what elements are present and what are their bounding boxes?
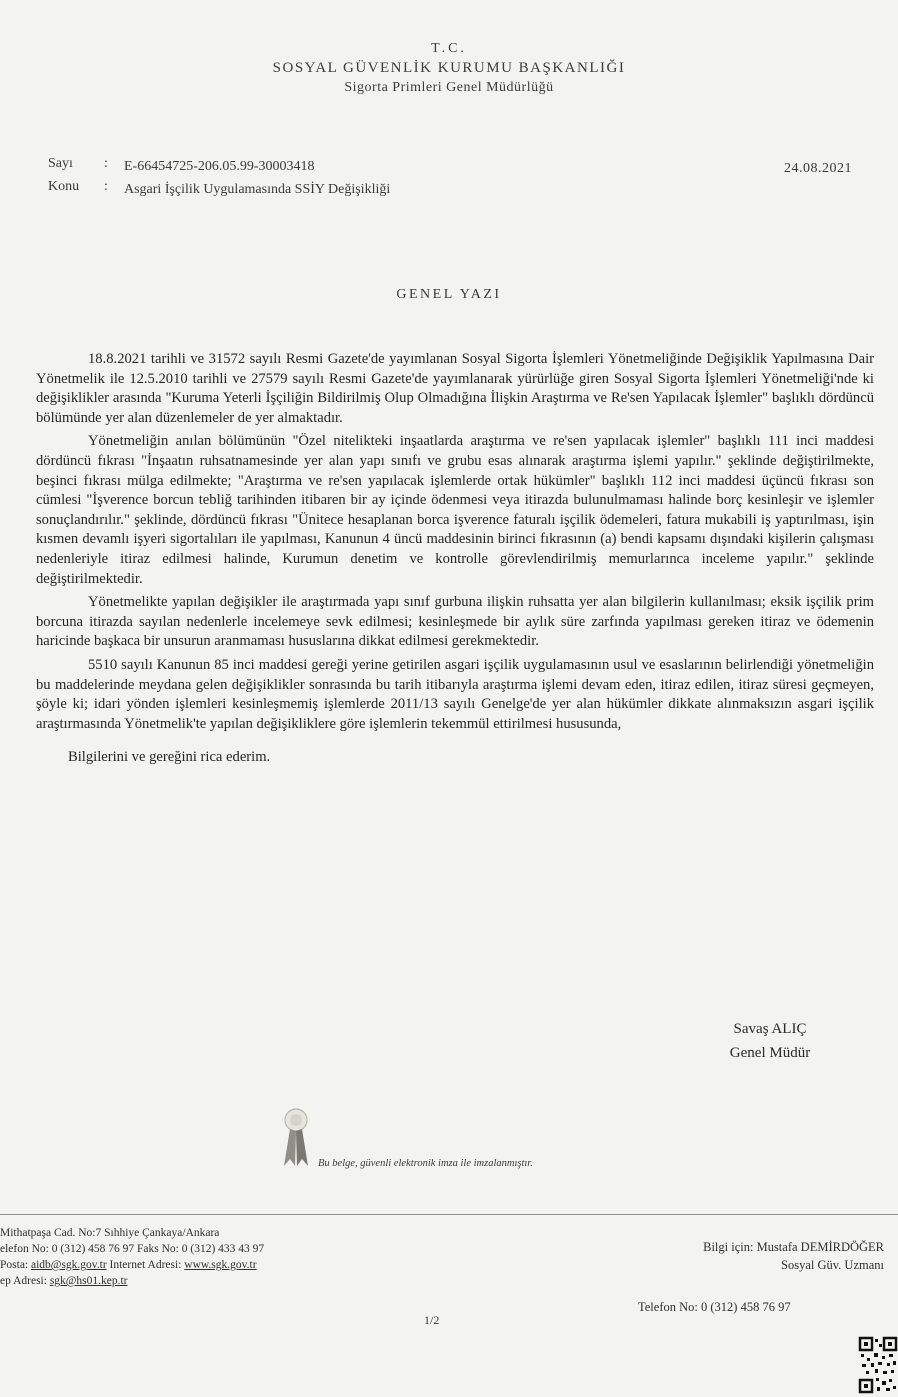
document-title: GENEL YAZI	[396, 287, 502, 302]
document-date: 24.08.2021	[784, 161, 852, 176]
paragraph-4: 5510 sayılı Kanunun 85 inci maddesi gereği yerine getirilen asgari işçilik uygulamasının usul ve esaslarının belirlendiği yönetmeliğin bu maddelerinde meydana gelen değişiklikler sonrasında bu tarih itibarıyla araştırma işlemi devam eden, itiraz edilen, itiraz süresi geçmeyen, şöyle ki; idari yönden işlemleri kesinleşmemiş işlemlerde 2011/13 sayılı Genelge'de yer alan hükümler dikkate alınmaksızın asgari işçilik araştırmasında Yönetmelik'te yapılan değişikliklere göre işlemlerin tekemmül ettirilmesi hususunda,	[36, 656, 874, 732]
info-title: Sosyal Güv. Uzmanı	[781, 1258, 884, 1272]
footer-web-row	[0, 1257, 264, 1273]
info-phone: Telefon No: 0 (312) 458 76 97	[638, 1300, 791, 1314]
signatory-title: Genel Müdür	[729, 1045, 811, 1061]
letterhead-tc: T.C.	[431, 41, 467, 56]
document-body	[36, 350, 874, 772]
website-link[interactable]: www.sgk.gov.tr	[184, 1259, 257, 1271]
paragraph-3: Yönetmelikte yapılan değişikler ile araştırmada yapı sınıf gurbuna ilişkin ruhsatta yer alan bilgilerin kullanılması; eksik işçilik prim borcuna itirazda sayılan nedenlerle incelemeye sevk edilmesi; kesinleşmede bir aylık süre zarfında yapılması gereken itiraz ve ödemenin haricinde başkaca bir unsurun aranmaması hususlarına dikkat edilmesi gerekmektedir.	[36, 594, 874, 650]
closing-line: Bilgilerini ve gereğini rica ederim.	[68, 749, 271, 766]
footer-kep-row	[0, 1273, 264, 1289]
info-person: Bilgi için: Mustafa DEMİRDÖĞER	[703, 1240, 884, 1254]
signature-block	[700, 1017, 840, 1065]
sayi-row	[0, 156, 600, 177]
paragraph-2: Yönetmeliğin anılan bölümünün "Özel nitelikteki inşaatlarda araştırma ve re'sen yapılacak işlemler" başlıklı 111 inci maddesi dördüncü fıkrası "İnşaatın ruhsatnamesinde yer alan yapı sınıfı ve grubu esas alınarak araştırma işlemi yapılır." şeklinde değiştirilmekte, beşinci fıkrası mülga edilmekte; "Araştırma ve re'sen yapılacak işlemlerde ortak hükümler" başlıklı 112 inci maddesi üçüncü fıkrası son cümlesi "İşverence borcun tebliğ tarihinden itibaren bir ay içinde ödenmesi veya itirazda bulunulmaması halinde borç kesinleşir ve işlemler sonuçlandırılır." şeklinde, dördüncü fıkrası "Ünitece hesaplanan borca işverence faturalı işçilik ödemeleri, fatura mukabili iş yaptırılması, işin kısmen devamlı işyeri sigortalıları ile yapılması, Kanunun 4 üncü maddesinin birinci fıkrasının (a) bendi kapsamı dışındaki kişilerin çalışması nedenleriyle itiraz edilmesi halinde, Kurumun denetim ve kontrolle görevlendirilmiş memurlarınca inceleme yapılır." şeklinde değiştirilmektedir.	[36, 433, 874, 587]
posta-label: Posta:	[0, 1259, 31, 1271]
posta-email-link[interactable]: aidb@sgk.gov.tr	[31, 1259, 107, 1271]
department-name: Sigorta Primleri Genel Müdürlüğü	[344, 80, 554, 95]
sayi-colon: :	[104, 156, 108, 171]
sayi-label: Sayı	[48, 156, 73, 171]
internet-label: Internet Adresi:	[106, 1259, 185, 1271]
footer-address: Mithatpaşa Cad. No:7 Sıhhiye Çankaya/Ankara	[0, 1227, 220, 1239]
esignature-note: Bu belge, güvenli elektronik imza ile imzalanmıştır.	[318, 1158, 533, 1169]
signatory-name: Savaş ALIÇ	[733, 1021, 807, 1037]
konu-colon: :	[104, 179, 108, 194]
footer-contact	[0, 1225, 264, 1289]
qr-code-icon	[858, 1336, 898, 1396]
info-contact	[620, 1238, 884, 1274]
institution-name: SOSYAL GÜVENLİK KURUMU BAŞKANLIĞI	[272, 60, 626, 76]
page-number: 1/2	[424, 1313, 440, 1327]
konu-label: Konu	[48, 179, 80, 194]
kep-address-link[interactable]: sgk@hs01.kep.tr	[49, 1275, 128, 1287]
sayi-value: E-66454725-206.05.99-30003418	[124, 159, 315, 174]
paragraph-1: 18.8.2021 tarihli ve 31572 sayılı Resmi Gazete'de yayımlanan Sosyal Sigorta İşlemleri Yönetmeliğinde Değişiklik Yapılmasına Dair Yönetmelik ile 12.5.2010 tarihli ve 27579 sayılı Resmi Gazete'de yayımlanarak yürürlüğe giren Sosyal Sigorta İşlemleri Yönetmeliği'nde ki değişiklikler arasında "Kuruma Yeterli İşçiliğin Bildirilmiş Olup Olmadığına İlişkin Araştırma ve Re'sen Yapılacak İşlemler" başlıklı dördüncü bölümünde yer alan düzenlemeler de yer almaktadır.	[36, 351, 874, 426]
konu-value: Asgari İşçilik Uygulamasında SSİY Değişikliği	[124, 182, 391, 197]
konu-row	[0, 179, 600, 223]
esignature-seal-icon	[276, 1104, 316, 1170]
letterhead	[0, 40, 898, 98]
footer-phone-fax: elefon No: 0 (312) 458 76 97 Faks No: 0 (312) 433 43 97	[0, 1243, 265, 1255]
kep-label: ep Adresi:	[0, 1275, 50, 1287]
footer-divider	[0, 1214, 898, 1215]
